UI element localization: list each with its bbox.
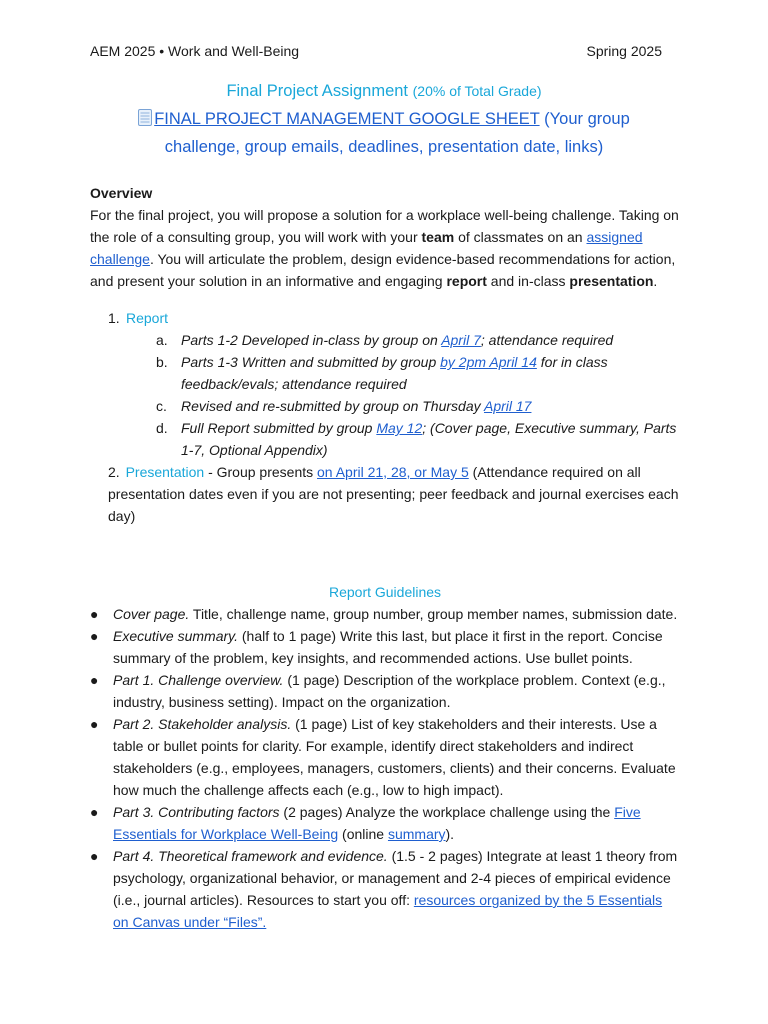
grade-weight: (20% of Total Grade) <box>412 83 542 99</box>
overview-text-3: . You will articulate the problem, design evidence-based recommendations for action, and present your solution in an informative and engaging <box>90 251 676 289</box>
guideline-text: Title, challenge name, group number, group member names, submission date. <box>189 606 678 622</box>
sheet-description-2: challenge, group emails, deadlines, presentation date, links) <box>164 138 604 156</box>
guideline-item <box>90 801 680 845</box>
overview-text-4: and in-class <box>486 273 570 289</box>
milestone-text: Parts 1-2 Developed in-class by group on <box>181 332 442 348</box>
milestone-item <box>90 395 680 417</box>
canvas-resources-link[interactable]: resources organized by the 5 Essentials on Canvas under “Files”. <box>113 892 663 930</box>
guideline-text: (1.5 - 2 pages) Integrate at least 1 theory from psychology, organizational behavior, or management and 2-4 pieces of empirical evidence (i.e., journal articles). Resources to start you off: <box>113 848 678 908</box>
list-number: 1. <box>108 310 120 326</box>
report-keyword: report <box>446 273 487 289</box>
guideline-label: Part 1. Challenge overview. <box>113 672 284 688</box>
page-header <box>90 40 662 62</box>
deliverable-report <box>90 307 680 329</box>
report-label: Report <box>126 310 169 326</box>
guideline-item <box>90 603 680 625</box>
deliverables-list-2 <box>90 461 680 527</box>
overview-text-2: of classmates on an <box>454 229 587 245</box>
guideline-text: (2 pages) Analyze the workplace challenge using the <box>279 804 615 820</box>
guideline-item <box>90 625 680 669</box>
assigned-challenge-link[interactable]: assigned challenge <box>90 229 643 267</box>
overview-text-1: For the final project, you will propose a solution for a workplace well-being challenge. Taking on the role of a consulting group, you will work with your <box>90 207 679 245</box>
presentation-note: (Attendance required on all presentation dates even if you are not presenting; peer feedback and journal exercises each day) <box>108 464 679 524</box>
milestone-date-link[interactable]: April 7 <box>441 332 481 348</box>
list-letter: c. <box>156 398 167 414</box>
guideline-label: Part 3. Contributing factors <box>113 804 280 820</box>
list-letter: b. <box>156 354 168 370</box>
milestone-text: Revised and re-submitted by group on Thursday <box>181 398 484 414</box>
bullet-icon: ● <box>90 716 99 732</box>
milestone-item <box>90 351 680 395</box>
five-essentials-link[interactable]: Five Essentials for Workplace Well-Being <box>113 804 641 842</box>
bullet-icon: ● <box>90 606 99 622</box>
report-milestones <box>90 329 680 461</box>
milestone-date-link[interactable]: April 17 <box>483 398 532 414</box>
main-content <box>90 182 680 933</box>
bullet-icon: ● <box>90 848 99 864</box>
project-sheet-link[interactable]: FINAL PROJECT MANAGEMENT GOOGLE SHEET <box>154 110 540 128</box>
title-block <box>60 79 708 161</box>
summary-link[interactable]: summary <box>387 826 446 842</box>
presentation-dates-link[interactable]: on April 21, 28, or May 5 <box>317 464 469 480</box>
bullet-icon: ● <box>90 804 99 820</box>
guideline-text: (1 page) Description of the workplace problem. Context (e.g., industry, business setting). Impact on the organization. <box>113 672 666 710</box>
course-title: AEM 2025 • Work and Well-Being <box>90 43 300 59</box>
list-letter: d. <box>156 420 168 436</box>
guideline-label: Part 2. Stakeholder analysis. <box>113 716 292 732</box>
milestone-text: Parts 1-3 Written and submitted by group <box>181 354 441 370</box>
milestone-item <box>90 417 680 461</box>
guideline-text-mid: (online <box>338 826 388 842</box>
overview-heading: Overview <box>90 185 153 201</box>
report-guidelines-heading: Report Guidelines <box>328 584 442 600</box>
guideline-label: Executive summary. <box>113 628 238 644</box>
milestone-note: for in class feedback/evals; attendance required <box>181 354 608 392</box>
assignment-title <box>60 79 708 103</box>
spreadsheet-icon <box>138 109 152 126</box>
guideline-item <box>90 845 680 933</box>
guideline-text-end: ). <box>445 826 455 842</box>
guideline-label: Cover page. <box>113 606 190 622</box>
overview-paragraph <box>90 204 680 292</box>
guideline-text: (1 page) List of key stakeholders and their interests. Use a table or bullet points for clarity. For example, identify direct stakeholders and indirect stakeholders (e.g., employees, managers, customers, clients) and their concerns. Evaluate how much the challenge affects each (e.g., low to high impact). <box>113 716 676 798</box>
list-letter: a. <box>156 332 168 348</box>
deliverables-list <box>90 307 680 329</box>
milestone-date-link[interactable]: May 12 <box>376 420 423 436</box>
list-number: 2. <box>108 464 120 480</box>
deliverable-presentation <box>90 461 680 527</box>
sheet-description-1: (Your group <box>544 110 630 128</box>
guideline-item <box>90 713 680 801</box>
bullet-icon: ● <box>90 628 99 644</box>
sheet-line <box>60 105 708 133</box>
milestone-note: ; attendance required <box>480 332 614 348</box>
presentation-text: - Group presents <box>204 464 318 480</box>
bullet-icon: ● <box>90 672 99 688</box>
milestone-date-link[interactable]: by 2pm April 14 <box>440 354 537 370</box>
guideline-item <box>90 669 680 713</box>
overview-text-5: . <box>653 273 658 289</box>
assignment-title-text: Final Project Assignment <box>226 82 409 100</box>
milestone-note: ; (Cover page, Executive summary, Parts 1-7, Optional Appendix) <box>181 420 677 458</box>
presentation-label: Presentation <box>125 464 205 480</box>
team-keyword: team <box>421 229 455 245</box>
guideline-label: Part 4. Theoretical framework and evidence. <box>113 848 388 864</box>
guidelines-list <box>90 603 680 933</box>
semester-label: Spring 2025 <box>586 43 662 59</box>
milestone-text: Full Report submitted by group <box>181 420 377 436</box>
presentation-keyword: presentation <box>569 273 654 289</box>
guideline-text: (half to 1 page) Write this last, but place it first in the report. Concise summary of the problem, key insights, and recommended actions. Use bullet points. <box>113 628 663 666</box>
milestone-item <box>90 329 680 351</box>
